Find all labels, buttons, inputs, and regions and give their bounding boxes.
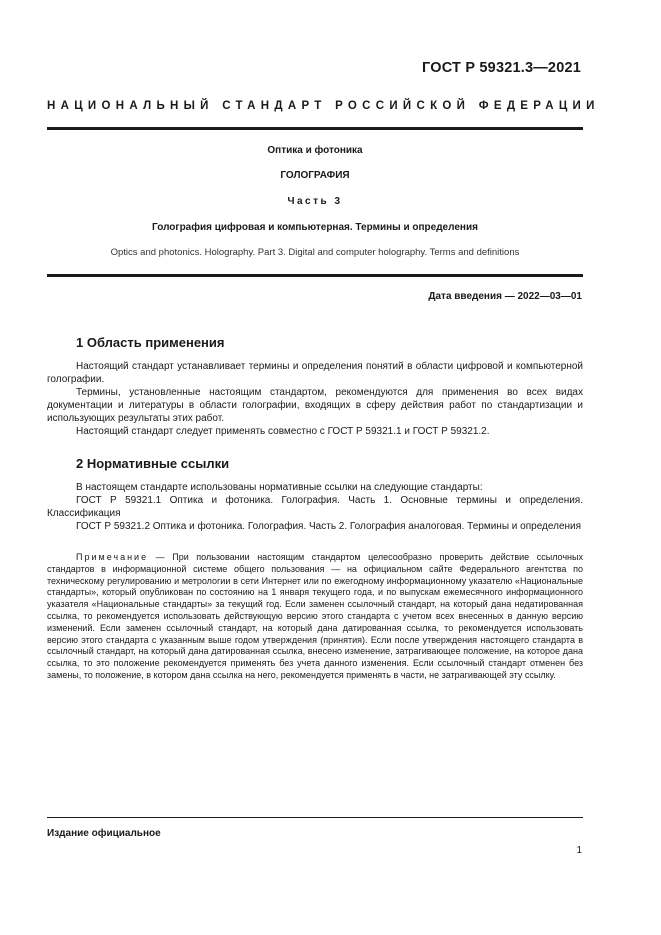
page-number: 1 bbox=[576, 845, 582, 856]
top-divider bbox=[47, 127, 583, 130]
note-label: Примечание bbox=[76, 552, 149, 562]
note-block bbox=[47, 552, 583, 682]
title-part: Часть 3 bbox=[287, 196, 343, 207]
official-edition: Издание официальное bbox=[47, 828, 161, 839]
section-2-reference: ГОСТ Р 59321.1 Оптика и фотоника. Голография. Часть 1. Основные термины и определения. Классификация bbox=[47, 495, 583, 519]
section-1-paragraph: Настоящий стандарт устанавливает термины и определения понятий в области цифровой и компьютерной голографии. bbox=[47, 361, 583, 385]
section-1-paragraph: Настоящий стандарт следует применять совместно с ГОСТ Р 59321.1 и ГОСТ Р 59321.2. bbox=[76, 426, 490, 437]
title-main: ГОЛОГРАФИЯ bbox=[280, 170, 350, 181]
title-series: Оптика и фотоника bbox=[267, 145, 363, 156]
section-1-body bbox=[47, 360, 583, 438]
footer-divider bbox=[47, 817, 583, 818]
national-standard-heading: НАЦИОНАЛЬНЫЙ СТАНДАРТ РОССИЙСКОЙ ФЕДЕРАЦИИ bbox=[47, 100, 600, 112]
section-2-paragraph: В настоящем стандарте использованы нормативные ссылки на следующие стандарты: bbox=[76, 482, 483, 493]
section-1-paragraph: Термины, установленные настоящим стандартом, рекомендуются для применения во всех видах документации и литературы в области голографии, входящих в сферу действия работ по стандартизации и использующих результаты этих работ. bbox=[47, 387, 583, 424]
section-2-heading: 2 Нормативные ссылки bbox=[76, 456, 230, 471]
section-2-reference: ГОСТ Р 59321.2 Оптика и фотоника. Голография. Часть 2. Голография аналоговая. Термины и определения bbox=[76, 521, 582, 532]
title-name: Голография цифровая и компьютерная. Термины и определения bbox=[152, 222, 478, 233]
intro-date: Дата введения — 2022—03—01 bbox=[428, 291, 582, 302]
standard-number: ГОСТ Р 59321.3—2021 bbox=[422, 60, 581, 76]
title-divider bbox=[47, 274, 583, 277]
note-text: — При пользовании настоящим стандартом целесообразно проверить действие ссылочных стандартов в информационной системе общего пользования — на официальном сайте Федерального агентства по техническому регулированию и метрологии в сети Интернет или по ежегодному информационному указателю «Национальные стандарты», который опубликован по состоянию на 1 января текущего года, и по выпускам ежемесячного информационного указателя «Национальные стандарты» за текущий год. Если заменен ссылочный стандарт, на который дана недатированная ссылка, то рекомендуется использовать действующую версию этого стандарта с учетом всех внесенных в данную версию изменений. Если заменен ссылочный стандарт, на который дана датированная ссылка, то рекомендуется использовать версию этого стандарта с указанным выше годом утверждения (принятия). Если после утверждения настоящего стандарта в ссылочный стандарт, на который дана датированная ссылка, внесено изменение, затрагивающее положение, на которое дана ссылка, то это положение рекомендуется применять без учета данного изменения. Если ссылочный стандарт отменен без замены, то положение, в котором дана ссылка на него, рекомендуется применять в части, не затрагивающей эту ссылку. bbox=[47, 552, 583, 680]
title-english: Optics and photonics. Holography. Part 3. Digital and computer holography. Terms and definitions bbox=[110, 247, 520, 258]
section-1-heading: 1 Область применения bbox=[76, 335, 225, 350]
section-2-body bbox=[47, 481, 583, 533]
